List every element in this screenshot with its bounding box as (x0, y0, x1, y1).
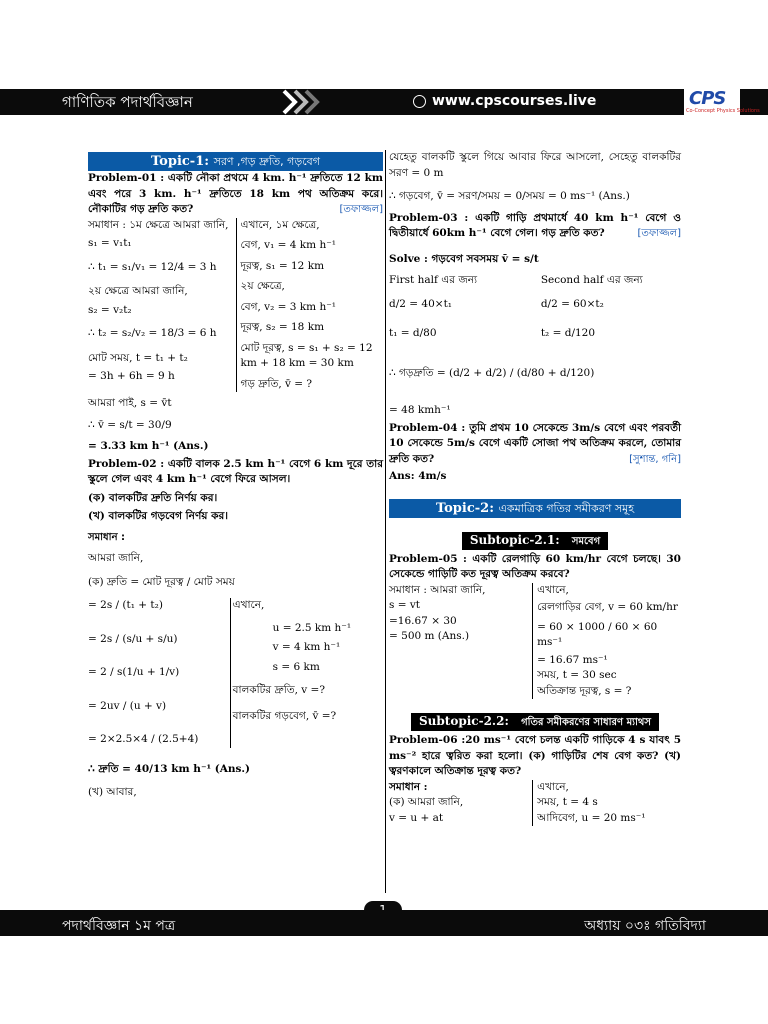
average-speed-formula: ∴ গড়দ্রুতি = (d/2 + d/2) / (d/80 + d/120) (389, 366, 595, 379)
problem-04-answer: Ans: 4m/s (389, 470, 447, 482)
problem-02-b-answer: ∴ গড়বেগ, v̄ = সরণ/সময় = 0/সময় = 0 ms⁻¹ (Ans.) (389, 190, 630, 202)
given-line: u = 2.5 km h⁻¹ (272, 621, 352, 634)
problem-02-part-a: (ক) বালকটির দ্রুতি নির্ণয় কর। (88, 491, 218, 504)
given-line: গড় দ্রুতি, v̄ = ? (240, 377, 313, 390)
speed-formula: (ক) দ্রুতি = মোট দূরত্ব / মোট সময় (88, 575, 235, 588)
solution-line: s₁ = v₁t₁ (88, 237, 132, 249)
footer-book-title: পদার্থবিজ্ঞান ১ম পত্র (62, 918, 176, 934)
solution-line: সমাধান : (389, 780, 428, 793)
topic-1-heading: Topic-1: সরণ ,গড় দ্রুতি, গড়বেগ (88, 152, 383, 171)
left-column (88, 152, 383, 801)
solution-line: = 2uv / (u + v) (88, 699, 167, 712)
given-line: এখানে, ১ম ক্ষেত্রে, (240, 218, 320, 231)
problem-05: Problem-05 : একটি রেলগাড়ি 60 km/hr বেগে চলছে। 30 সেকেন্ডে গাড়িটি কত দূরত্ব অতিক্রম করবে? (389, 552, 681, 580)
given-line: আদিবেগ, u = 20 ms⁻¹ (537, 811, 646, 824)
topic-2-heading: Topic-2: একমাত্রিক গতির সমীকরণ সমূহ (389, 499, 681, 518)
globe-icon (413, 95, 426, 108)
problem-02: Problem-02 : একটি বালক 2.5 km h⁻¹ বেগে 6 km দূরে তার স্কুলে গেল এবং 4 km h⁻¹ বেগে ফিরে আসল। (88, 457, 383, 485)
given-line: = 16.67 ms⁻¹ (537, 653, 608, 666)
solution-line: ২য় ক্ষেত্রে আমরা জানি, (88, 285, 188, 297)
header-title: গাণিতিক পদার্থবিজ্ঞান (62, 93, 193, 111)
given-line: সময়, t = 4 s (537, 796, 598, 808)
problem-01: Problem-01 : একটি নৌকা প্রথমে 4 km. h⁻¹ দ্রুতিতে 12 km এবং পরে 3 km. h⁻¹ দ্রুতিতে 18 km পথ অতিক্রম করে। নৌকাটির গড় দ্রুতি কত? [তফাজ্জল] (88, 171, 383, 218)
given-line: সময়, t = 30 sec (537, 669, 617, 681)
solution-05 (389, 583, 681, 700)
problem-02-answer: ∴ দ্রুতি = 40/13 km h⁻¹ (Ans.) (88, 762, 251, 775)
solution-line: যেহেতু বালকটি স্কুলে গিয়ে আবার ফিরে আসলো, সেহেতু বালকটির সরণ = 0 m (389, 151, 681, 179)
right-column (389, 150, 681, 826)
given-line: দূরত্ব, s₁ = 12 km (240, 259, 325, 272)
given-line: মোট দূরত্ব, s = s₁ + s₂ = 12 km + 18 km = 30 km (240, 341, 373, 369)
problem-04: Problem-04 : তুমি প্রথম 10 সেকেন্ডে 3m/s বেগে এবং পরবর্তী 10 সেকেন্ডে 5m/s বেগে একটি সোজা পথ অতিক্রম করলে, তোমার দ্রুতি কত? [সুশান্ত, গনি] (389, 421, 681, 468)
solution-line: সমাধান : ১ম ক্ষেত্রে আমরা জানি, (88, 218, 229, 231)
half-line: Second half এর জন্য (540, 274, 643, 286)
problem-01-answer: = 3.33 km h⁻¹ (Ans.) (88, 440, 209, 452)
given-line: এখানে, (537, 780, 569, 793)
problem-03-tag: [তফাজ্জল] (637, 228, 681, 239)
given-line: এখানে, (537, 583, 569, 596)
cps-logo (684, 88, 760, 116)
given-line: অতিক্রান্ত দূরত্ব, s = ? (537, 684, 632, 697)
subtopic-2-2-heading: Subtopic-2.2: গতির সমীকরণের সাধারণ ম্যাথস (389, 713, 681, 731)
solution-line: ∴ t₂ = s₂/v₂ = 18/3 = 6 h (88, 327, 217, 339)
half-line: t₂ = d/120 (540, 327, 596, 339)
half-line: t₁ = d/80 (389, 327, 437, 339)
solution-02-heading: সমাধান : (88, 531, 126, 543)
solution-line: (ক) আমরা জানি, (389, 796, 464, 808)
half-line: d/2 = 60×t₂ (540, 297, 604, 310)
given-line: ২য় ক্ষেত্রে, (240, 280, 285, 292)
logo-subtext: Co-Concept Physics Solutions (686, 108, 760, 114)
solution-line: (খ) আবার, (88, 786, 137, 798)
given-line: বালকটির গড়বেগ, v̄ =? (232, 709, 337, 722)
header-bar (0, 89, 768, 115)
column-divider (385, 150, 386, 893)
given-line: = 60 × 1000 / 60 × 60 ms⁻¹ (537, 620, 658, 648)
footer-chapter-title: অধ্যায় ০৩ঃ গতিবিদ্যা (584, 918, 706, 934)
half-line: First half এর জন্য (389, 274, 478, 286)
problem-03: Problem-03 : একটি গাড়ি প্রথমার্ধে 40 km h⁻¹ বেগে ও দ্বিতীয়ার্ধে 60km h⁻¹ বেগে গেল। গড় দ্রুতি কত? [তফাজ্জল] (389, 211, 681, 242)
solution-01 (88, 218, 383, 393)
solution-line: v = u + at (389, 811, 444, 824)
solution-line: ∴ t₁ = s₁/v₁ = 12/4 = 3 h (88, 260, 217, 273)
website-url[interactable]: www.cpscourses.live (432, 93, 597, 109)
halves (389, 273, 681, 342)
problem-06: Problem-06 :20 ms⁻¹ বেগে চলন্ত একটি গাড়িকে 4 s যাবৎ 5 ms⁻² হারে ত্বরিত করা হলো। (ক) গাড়িটির শেষ বেগ কত? (খ) ত্বরণকালে অতিক্রান্ত দূরত্ব কত? (389, 734, 681, 777)
footer-bar (0, 910, 768, 936)
given-line: রেলগাড়ির বেগ, v = 60 km/hr (537, 601, 678, 613)
problem-03-answer: = 48 kmh⁻¹ (389, 404, 451, 416)
problem-04-tag: [সুশান্ত, গনি] (629, 453, 681, 465)
solution-line: s = vt (389, 599, 421, 611)
solution-06 (389, 780, 681, 827)
solution-line: = 2×2.5×4 / (2.5+4) (88, 733, 199, 745)
solution-line: সমাধান : আমরা জানি, (389, 583, 486, 596)
problem-02-part-b: (খ) বালকটির গড়বেগ নির্ণয় কর। (88, 510, 229, 522)
solution-line: = 2s / (t₁ + t₂) (88, 599, 163, 611)
solution-line: = 2 / s(1/u + 1/v) (88, 666, 180, 678)
solution-line: আমরা পাই, s = v̄t (88, 397, 172, 409)
given-line: v = 4 km h⁻¹ (272, 641, 341, 653)
solve-line: Solve : গড়বেগ সবসময় v̄ = s/t (389, 252, 539, 265)
solution-line: মোট সময়, t = t₁ + t₂ (88, 351, 188, 364)
given-line: বেগ, v₂ = 3 km h⁻¹ (240, 300, 336, 313)
chevron-arrows-icon (282, 89, 324, 115)
given-line: এখানে, (232, 599, 265, 611)
problem-01-tag: [তফাজ্জল] (339, 204, 383, 215)
given-line: দূরত্ব, s₂ = 18 km (240, 321, 325, 333)
logo-text: CPS (689, 88, 726, 109)
subtopic-2-1-heading: Subtopic-2.1: সমবেগ (389, 532, 681, 550)
solution-line: = 3h + 6h = 9 h (88, 370, 175, 382)
solution-line: আমরা জানি, (88, 552, 144, 564)
solution-line: s₂ = v₂t₂ (88, 303, 132, 316)
given-line: বালকটির দ্রুতি, v =? (232, 684, 325, 696)
problem-05-answer: = 500 m (Ans.) (389, 630, 470, 642)
solution-line: ∴ v̄ = s/t = 30/9 (88, 418, 172, 431)
given-line: s = 6 km (272, 660, 320, 673)
solution-line: =16.67 × 30 (389, 614, 457, 627)
given-line: বেগ, v₁ = 4 km h⁻¹ (240, 239, 336, 251)
solution-line: = 2s / (s/u + s/u) (88, 632, 178, 645)
half-line: d/2 = 40×t₁ (389, 297, 452, 310)
solution-02 (88, 598, 383, 748)
